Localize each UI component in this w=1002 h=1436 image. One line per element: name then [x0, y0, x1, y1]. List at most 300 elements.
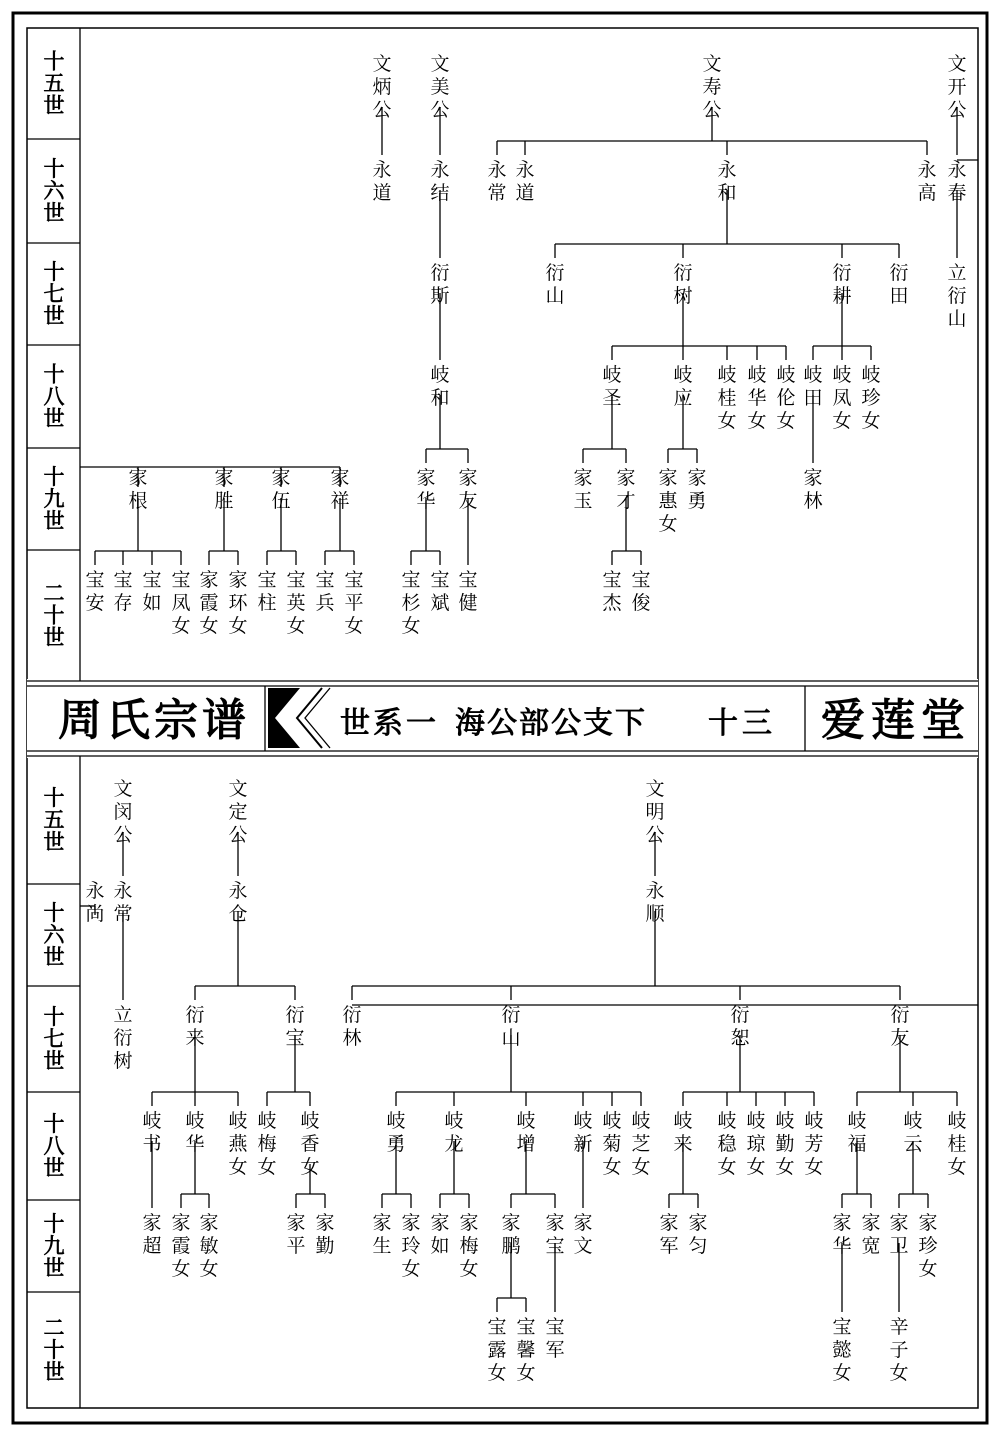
member-name: 宝	[401, 569, 421, 591]
member-name: 宝	[487, 1316, 507, 1338]
note-daughter: 女	[344, 615, 364, 637]
member-name: 匀	[688, 1235, 708, 1257]
member-name: 存	[113, 592, 133, 614]
branch-title: 支	[583, 706, 613, 741]
member-name: 岐	[717, 364, 737, 386]
generation-label: 八	[43, 1133, 65, 1158]
generation-label: 五	[43, 70, 65, 96]
note-daughter: 女	[747, 410, 767, 432]
member-name: 家	[228, 569, 248, 591]
member-name: 家	[545, 1212, 565, 1234]
generation-label: 七	[43, 281, 65, 306]
member-name: 芳	[804, 1133, 824, 1155]
member-name: 辛	[889, 1316, 909, 1338]
section-title: 系	[373, 706, 403, 741]
note-daughter: 女	[631, 1156, 651, 1178]
member-name: 岐	[444, 1110, 464, 1132]
member-name: 斯	[430, 285, 450, 307]
member-name: 家	[142, 1212, 162, 1234]
generation-label: 五	[43, 807, 65, 832]
generation-label: 世	[43, 200, 65, 225]
page-number: 三	[742, 706, 772, 741]
book-title: 氏	[106, 695, 150, 746]
member-name: 宝	[315, 569, 335, 591]
member-name: 岐	[776, 364, 796, 386]
member-name: 永	[917, 159, 937, 181]
member-name: 林	[803, 490, 823, 512]
member-name: 珍	[918, 1235, 938, 1257]
member-name: 衍	[890, 1004, 910, 1026]
ancestor-name: 文	[228, 778, 248, 800]
branch-title: 公	[487, 706, 517, 741]
generation-label: 二	[43, 1315, 65, 1340]
member-name: 家	[372, 1212, 392, 1234]
member-name: 宝	[344, 569, 364, 591]
member-name: 家	[616, 467, 636, 489]
member-name: 华	[416, 490, 436, 512]
member-name: 英	[286, 592, 306, 614]
ancestor-name: 开	[947, 76, 967, 98]
member-name: 凤	[832, 387, 852, 409]
member-name: 家	[658, 467, 678, 489]
member-name: 家	[416, 467, 436, 489]
generation-label: 世	[43, 1359, 65, 1384]
member-name: 家	[688, 1212, 708, 1234]
note-daughter: 女	[171, 615, 191, 637]
ancestor-name: 明	[645, 801, 665, 823]
member-name: 宝	[545, 1235, 565, 1257]
member-name: 惠	[658, 490, 678, 512]
member-name: 道	[515, 182, 535, 204]
ancestor-name: 文	[372, 53, 392, 75]
member-name: 宝	[458, 569, 478, 591]
member-name: 杉	[401, 592, 421, 614]
member-name: 来	[673, 1133, 693, 1155]
member-name: 环	[228, 592, 248, 614]
member-name: 仓	[228, 903, 248, 925]
member-name: 桂	[717, 387, 737, 409]
member-name: 高	[917, 182, 937, 204]
member-name: 新	[573, 1133, 593, 1155]
member-name: 宝	[516, 1316, 536, 1338]
book-title: 周	[58, 695, 102, 746]
member-name: 家	[286, 1212, 306, 1234]
member-name: 桂	[947, 1133, 967, 1155]
member-name: 勇	[386, 1133, 406, 1155]
member-name: 馨	[516, 1339, 536, 1361]
note-daughter: 女	[459, 1258, 479, 1280]
member-name: 岐	[300, 1110, 320, 1132]
member-name: 衍	[285, 1004, 305, 1026]
member-name: 宝	[113, 569, 133, 591]
member-name: 岐	[516, 1110, 536, 1132]
member-name: 菊	[602, 1133, 622, 1155]
member-name: 懿	[832, 1339, 852, 1361]
member-name: 衍	[185, 1004, 205, 1026]
ancestor-name: 公	[702, 99, 722, 121]
member-name: 岐	[746, 1110, 766, 1132]
member-name: 书	[142, 1133, 162, 1155]
generation-label: 世	[43, 405, 65, 431]
member-name: 凤	[171, 592, 191, 614]
member-name: 衍	[730, 1004, 750, 1026]
generation-label: 世	[43, 1155, 65, 1180]
member-name: 霞	[199, 592, 219, 614]
member-name: 岐	[947, 1110, 967, 1132]
member-name: 文	[573, 1235, 593, 1257]
member-name: 永	[645, 880, 665, 902]
member-name: 如	[430, 1235, 450, 1257]
member-name: 友	[890, 1027, 910, 1049]
member-name: 家	[501, 1212, 521, 1234]
member-name: 福	[847, 1133, 867, 1155]
member-name: 家	[459, 1212, 479, 1234]
member-name: 敏	[199, 1235, 219, 1257]
ancestor-name: 寿	[702, 76, 722, 98]
member-name: 玉	[573, 490, 593, 512]
member-name: 家	[171, 1212, 191, 1234]
generation-label: 十	[43, 900, 65, 925]
note-daughter: 女	[401, 615, 421, 637]
member-name: 立	[947, 262, 967, 284]
generation-label: 十	[43, 48, 65, 74]
member-name: 军	[659, 1235, 679, 1257]
member-name: 道	[372, 182, 392, 204]
member-name: 生	[372, 1235, 392, 1257]
member-name: 和	[430, 387, 450, 409]
member-name: 安	[85, 592, 105, 614]
member-name: 家	[573, 1212, 593, 1234]
branch-title: 部	[519, 706, 549, 741]
note-daughter: 女	[775, 1156, 795, 1178]
generation-label: 世	[43, 944, 65, 969]
member-name: 玲	[401, 1235, 421, 1257]
member-name: 岐	[142, 1110, 162, 1132]
member-name: 来	[185, 1027, 205, 1049]
note-daughter: 女	[171, 1258, 191, 1280]
member-name: 岐	[185, 1110, 205, 1132]
member-name: 衍	[832, 262, 852, 284]
ancestor-name: 公	[372, 99, 392, 121]
member-name: 家	[918, 1212, 938, 1234]
ancestor-name: 公	[430, 99, 450, 121]
member-name: 军	[545, 1339, 565, 1361]
member-name: 家	[199, 1212, 219, 1234]
note-daughter: 女	[257, 1156, 277, 1178]
member-name: 岐	[228, 1110, 248, 1132]
member-name: 勇	[687, 490, 707, 512]
member-name: 永	[372, 159, 392, 181]
member-name: 梅	[257, 1133, 277, 1155]
note-daughter: 女	[300, 1156, 320, 1178]
note-daughter: 女	[199, 615, 219, 637]
member-name: 岐	[717, 1110, 737, 1132]
ancestor-name: 公	[228, 824, 248, 846]
note-daughter: 女	[228, 1156, 248, 1178]
member-name: 宝	[285, 1027, 305, 1049]
ancestor-name: 定	[228, 801, 248, 823]
member-name: 衍	[501, 1004, 521, 1026]
member-name: 岐	[803, 364, 823, 386]
member-name: 露	[487, 1339, 507, 1361]
generation-label: 二	[43, 580, 65, 606]
member-name: 岐	[673, 1110, 693, 1132]
member-name: 永	[947, 159, 967, 181]
member-name: 家	[832, 1212, 852, 1234]
member-name: 家	[861, 1212, 881, 1234]
member-name: 卫	[889, 1235, 909, 1257]
member-name: 家	[430, 1212, 450, 1234]
note-daughter: 女	[199, 1258, 219, 1280]
member-name: 超	[142, 1235, 162, 1257]
member-name: 永	[515, 159, 535, 181]
member-name: 伦	[776, 387, 796, 409]
note-daughter: 女	[228, 615, 248, 637]
member-name: 家	[330, 467, 350, 489]
member-name: 杰	[602, 592, 622, 614]
note-daughter: 女	[401, 1258, 421, 1280]
generation-label: 六	[43, 922, 65, 947]
member-name: 田	[803, 387, 823, 409]
member-name: 衍	[342, 1004, 362, 1026]
member-name: 树	[673, 285, 693, 307]
member-name: 子	[889, 1339, 909, 1361]
generation-label: 十	[43, 156, 65, 181]
member-name: 永	[487, 159, 507, 181]
ancestor-name: 文	[947, 53, 967, 75]
member-name: 胜	[214, 490, 234, 512]
generation-label: 十	[43, 361, 65, 387]
generation-label: 世	[43, 1255, 65, 1280]
member-name: 平	[344, 592, 364, 614]
member-name: 家	[271, 467, 291, 489]
member-name: 岐	[804, 1110, 824, 1132]
member-name: 燕	[228, 1133, 248, 1155]
ancestor-name: 闵	[113, 801, 133, 823]
ancestor-name: 文	[645, 778, 665, 800]
note-daughter: 女	[918, 1258, 938, 1280]
member-name: 家	[315, 1212, 335, 1234]
member-name: 平	[286, 1235, 306, 1257]
note-daughter: 女	[286, 615, 306, 637]
member-name: 宝	[545, 1316, 565, 1338]
generation-label: 十	[43, 1211, 65, 1236]
member-name: 岐	[903, 1110, 923, 1132]
generation-label: 六	[43, 178, 65, 203]
member-name: 岐	[775, 1110, 795, 1132]
note-daughter: 女	[717, 410, 737, 432]
member-name: 衍	[545, 262, 565, 284]
member-name: 宝	[602, 569, 622, 591]
generation-label: 八	[43, 383, 65, 409]
note-daughter: 女	[516, 1362, 536, 1384]
member-name: 宝	[257, 569, 277, 591]
ancestor-name: 文	[113, 778, 133, 800]
member-name: 家	[803, 467, 823, 489]
ancestor-name: 文	[430, 53, 450, 75]
member-name: 岐	[832, 364, 852, 386]
member-name: 结	[430, 182, 450, 204]
generation-label: 十	[43, 259, 65, 284]
generation-label: 十	[43, 1004, 65, 1029]
member-name: 家	[687, 467, 707, 489]
member-name: 岐	[673, 364, 693, 386]
member-name: 柱	[257, 592, 277, 614]
hall-name: 堂	[921, 695, 965, 746]
section-title: 世	[340, 706, 370, 741]
member-name: 家	[128, 467, 148, 489]
member-name: 宝	[85, 569, 105, 591]
member-name: 山	[947, 308, 967, 330]
generation-label: 世	[43, 1048, 65, 1073]
member-name: 家	[458, 467, 478, 489]
ancestor-name: 公	[947, 99, 967, 121]
hall-name: 爱	[821, 695, 865, 746]
member-name: 山	[501, 1027, 521, 1049]
generation-label: 十	[43, 1111, 65, 1136]
member-name: 斌	[430, 592, 450, 614]
member-name: 家	[401, 1212, 421, 1234]
generation-label: 世	[43, 508, 65, 533]
member-name: 田	[889, 285, 909, 307]
member-name: 应	[673, 387, 693, 409]
member-name: 永	[430, 159, 450, 181]
member-name: 鹏	[501, 1235, 521, 1257]
note-daughter: 女	[658, 513, 678, 535]
note-daughter: 女	[832, 410, 852, 432]
member-name: 衍	[889, 262, 909, 284]
member-name: 岐	[430, 364, 450, 386]
member-name: 祥	[330, 490, 350, 512]
member-name: 华	[747, 387, 767, 409]
member-name: 圣	[602, 387, 622, 409]
generation-label: 七	[43, 1026, 65, 1051]
branch-title: 海	[455, 706, 485, 741]
member-name: 宝	[832, 1316, 852, 1338]
member-name: 健	[458, 592, 478, 614]
member-name: 恕	[730, 1027, 750, 1049]
member-name: 永	[113, 880, 133, 902]
member-name: 兵	[315, 592, 335, 614]
member-name: 岐	[747, 364, 767, 386]
generation-label: 十	[43, 464, 65, 489]
book-title: 宗	[154, 695, 198, 746]
note-daughter: 女	[487, 1362, 507, 1384]
member-name: 永	[717, 159, 737, 181]
member-name: 霞	[171, 1235, 191, 1257]
member-name: 友	[458, 490, 478, 512]
member-name: 和	[717, 182, 737, 204]
member-name: 宝	[142, 569, 162, 591]
member-name: 家	[573, 467, 593, 489]
member-name: 衍	[947, 285, 967, 307]
ancestor-name: 炳	[372, 76, 392, 98]
member-name: 俊	[631, 592, 651, 614]
note-daughter: 女	[947, 1156, 967, 1178]
note-daughter: 女	[804, 1156, 824, 1178]
ancestor-name: 美	[430, 76, 450, 98]
book-title: 谱	[202, 695, 246, 746]
ancestor-name: 文	[702, 53, 722, 75]
member-name: 岐	[861, 364, 881, 386]
member-name: 龙	[444, 1133, 464, 1155]
note-daughter: 女	[832, 1362, 852, 1384]
generation-label: 九	[43, 486, 65, 511]
member-name: 才	[616, 490, 636, 512]
branch-title: 下	[615, 706, 645, 741]
member-name: 衍	[113, 1027, 133, 1049]
member-name: 宝	[430, 569, 450, 591]
member-name: 宝	[171, 569, 191, 591]
member-name: 永	[85, 880, 105, 902]
note-daughter: 女	[861, 410, 881, 432]
generation-label: 九	[43, 1233, 65, 1258]
member-name: 岐	[847, 1110, 867, 1132]
member-name: 稳	[717, 1133, 737, 1155]
generation-label: 世	[43, 92, 65, 118]
member-name: 珍	[861, 387, 881, 409]
member-name: 岐	[257, 1110, 277, 1132]
member-name: 顺	[645, 903, 665, 925]
member-name: 常	[487, 182, 507, 204]
note-daughter: 女	[889, 1362, 909, 1384]
member-name: 家	[199, 569, 219, 591]
generation-label: 十	[43, 785, 65, 810]
note-daughter: 女	[717, 1156, 737, 1178]
member-name: 增	[516, 1133, 536, 1155]
member-name: 林	[342, 1027, 362, 1049]
member-name: 根	[128, 490, 148, 512]
member-name: 山	[545, 285, 565, 307]
generation-label: 世	[43, 624, 65, 650]
generation-label: 世	[43, 829, 65, 854]
member-name: 华	[185, 1133, 205, 1155]
member-name: 衍	[430, 262, 450, 284]
member-name: 立	[113, 1004, 133, 1026]
member-name: 香	[300, 1133, 320, 1155]
member-name: 宝	[286, 569, 306, 591]
member-name: 岐	[386, 1110, 406, 1132]
member-name: 梅	[459, 1235, 479, 1257]
member-name: 衍	[673, 262, 693, 284]
member-name: 云	[903, 1133, 923, 1155]
member-name: 家	[889, 1212, 909, 1234]
member-name: 岐	[573, 1110, 593, 1132]
member-name: 宽	[861, 1235, 881, 1257]
page-number: 十	[708, 706, 738, 741]
branch-title: 公	[551, 706, 581, 741]
member-name: 耕	[832, 285, 852, 307]
note-daughter: 女	[746, 1156, 766, 1178]
member-name: 家	[214, 467, 234, 489]
member-name: 伍	[271, 490, 291, 512]
member-name: 芝	[631, 1133, 651, 1155]
note-daughter: 女	[776, 410, 796, 432]
note-daughter: 女	[602, 1156, 622, 1178]
hall-name: 莲	[871, 695, 915, 746]
ancestor-name: 公	[645, 824, 665, 846]
member-name: 春	[947, 182, 967, 204]
member-name: 华	[832, 1235, 852, 1257]
generation-label: 世	[43, 303, 65, 328]
member-name: 永	[228, 880, 248, 902]
ancestor-name: 公	[113, 824, 133, 846]
member-name: 家	[659, 1212, 679, 1234]
member-name: 宝	[631, 569, 651, 591]
member-name: 琼	[746, 1133, 766, 1155]
member-name: 岐	[631, 1110, 651, 1132]
member-name: 尚	[85, 903, 105, 925]
